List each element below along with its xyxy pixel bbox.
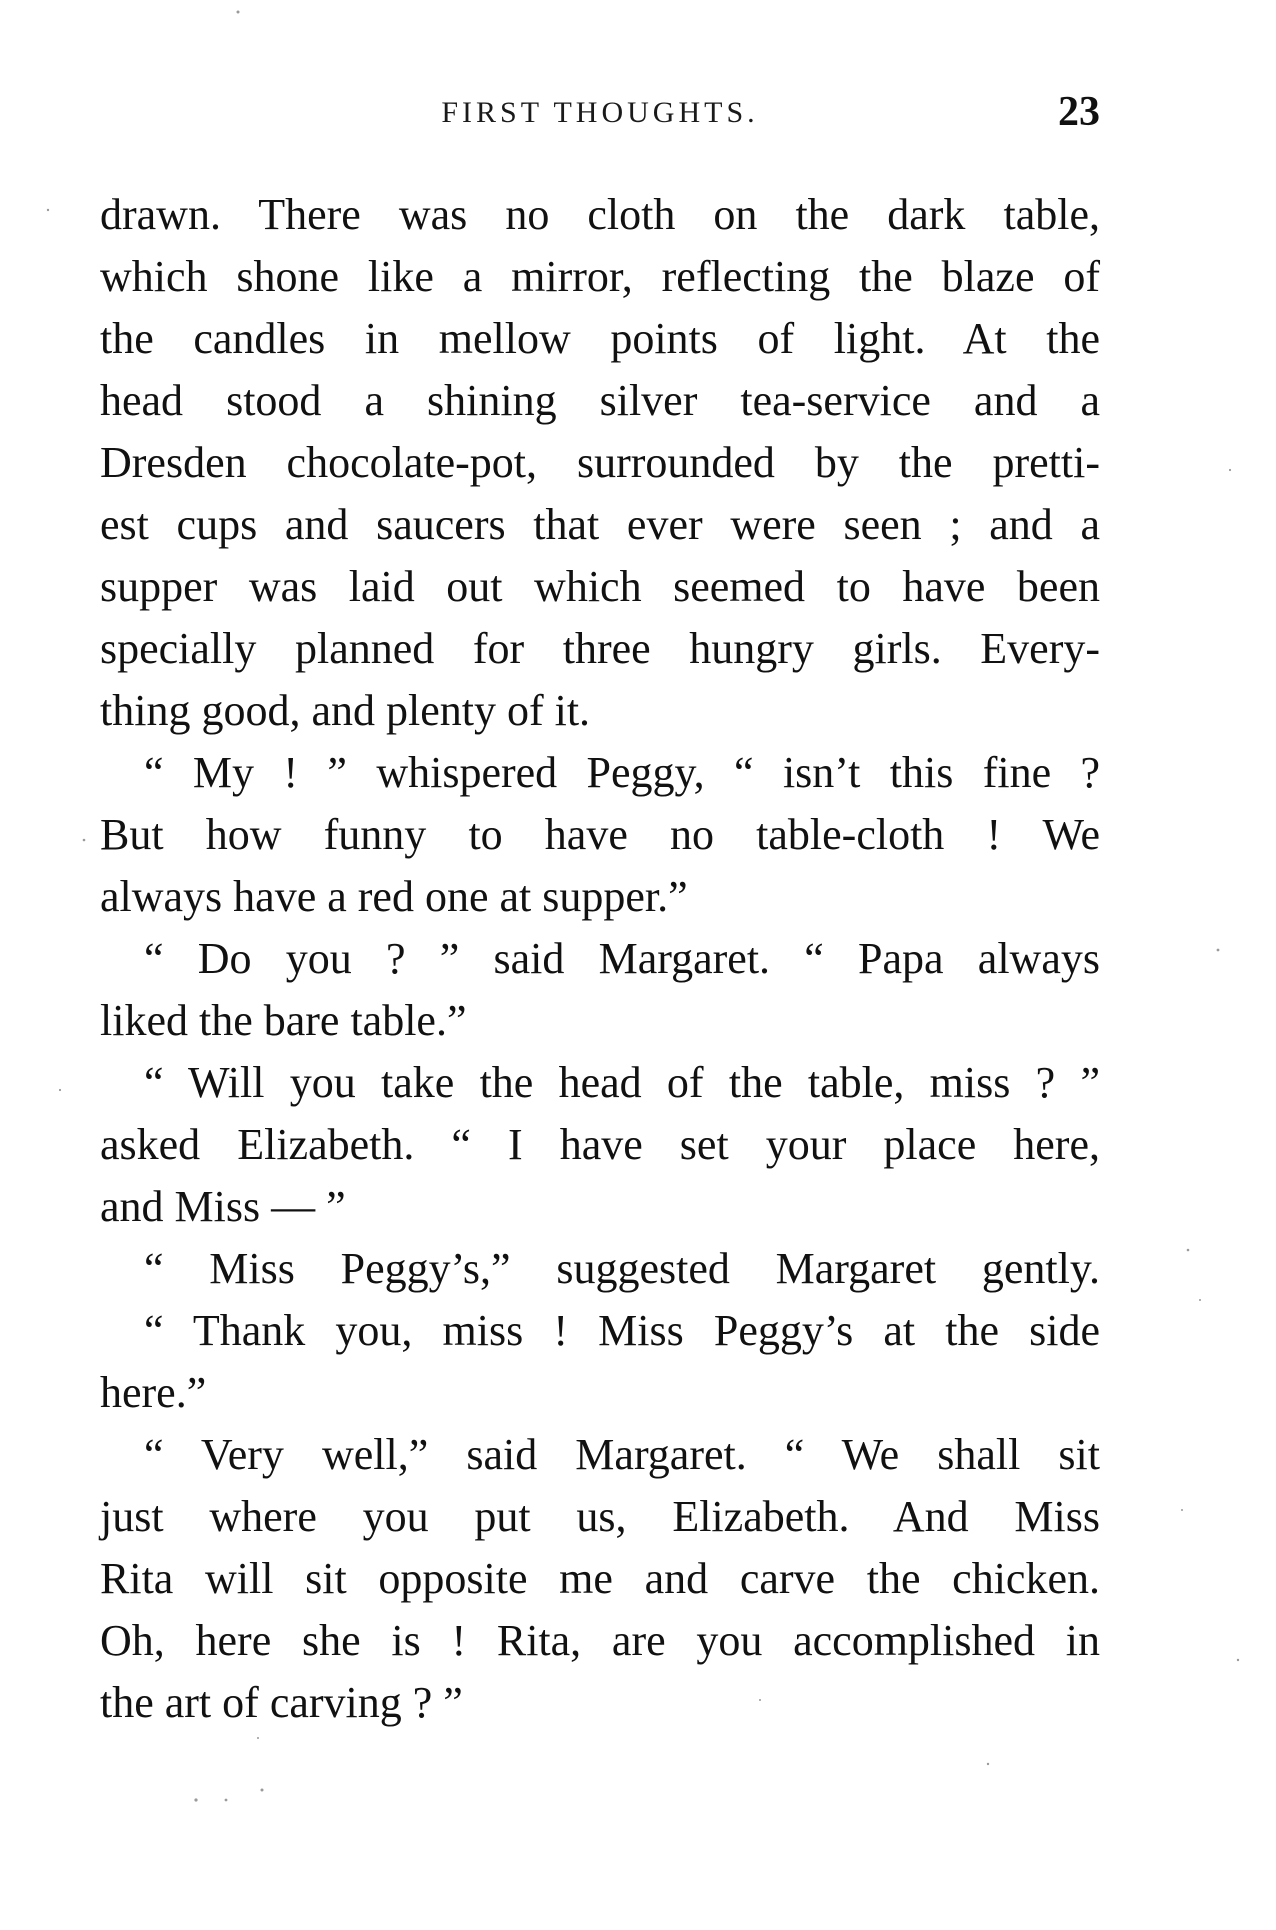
text-line: “ Thank you, miss ! Miss Peggy’s at the side bbox=[144, 1306, 1100, 1355]
text-line: just where you put us, Elizabeth. And Miss bbox=[100, 1492, 1100, 1541]
text-line: always have a red one at supper.” bbox=[100, 872, 688, 921]
text-line: “ My ! ” whispered Peggy, “ isn’t this fine ? bbox=[144, 748, 1100, 797]
text-line: and Miss — ” bbox=[100, 1182, 346, 1231]
text-line: “ Do you ? ” said Margaret. “ Papa always bbox=[144, 934, 1100, 983]
text-line: which shone like a mirror, reflecting the blaze of bbox=[100, 252, 1100, 301]
text-line: est cups and saucers that ever were seen ; and a bbox=[100, 500, 1100, 549]
text-line: Oh, here she is ! Rita, are you accomplished in bbox=[100, 1616, 1100, 1665]
text-line: specially planned for three hungry girls. Every- bbox=[100, 624, 1100, 673]
text-line: “ Very well,” said Margaret. “ We shall sit bbox=[144, 1430, 1100, 1479]
text-line: head stood a shining silver tea-service and a bbox=[100, 376, 1100, 425]
body-text bbox=[100, 184, 1100, 1734]
text-line: asked Elizabeth. “ I have set your place here, bbox=[100, 1120, 1100, 1169]
text-line: the art of carving ? ” bbox=[100, 1678, 463, 1727]
text-line: supper was laid out which seemed to have been bbox=[100, 562, 1100, 611]
running-head bbox=[100, 88, 1100, 138]
text-line: liked the bare table.” bbox=[100, 996, 467, 1045]
text-line: here.” bbox=[100, 1368, 207, 1417]
text-line: “ Will you take the head of the table, miss ? ” bbox=[144, 1058, 1100, 1107]
running-title: FIRST THOUGHTS. bbox=[441, 96, 759, 129]
text-line: thing good, and plenty of it. bbox=[100, 686, 591, 735]
text-line: But how funny to have no table-cloth ! We bbox=[100, 810, 1100, 859]
text-line: Dresden chocolate-pot, surrounded by the pretti- bbox=[100, 438, 1100, 487]
text-line: the candles in mellow points of light. At the bbox=[100, 314, 1100, 363]
page-number: 23 bbox=[1058, 89, 1100, 135]
text-line: Rita will sit opposite me and carve the chicken. bbox=[100, 1554, 1100, 1603]
text-line: “ Miss Peggy’s,” suggested Margaret gently. bbox=[144, 1244, 1100, 1293]
text-line: drawn. There was no cloth on the dark table, bbox=[100, 190, 1100, 239]
